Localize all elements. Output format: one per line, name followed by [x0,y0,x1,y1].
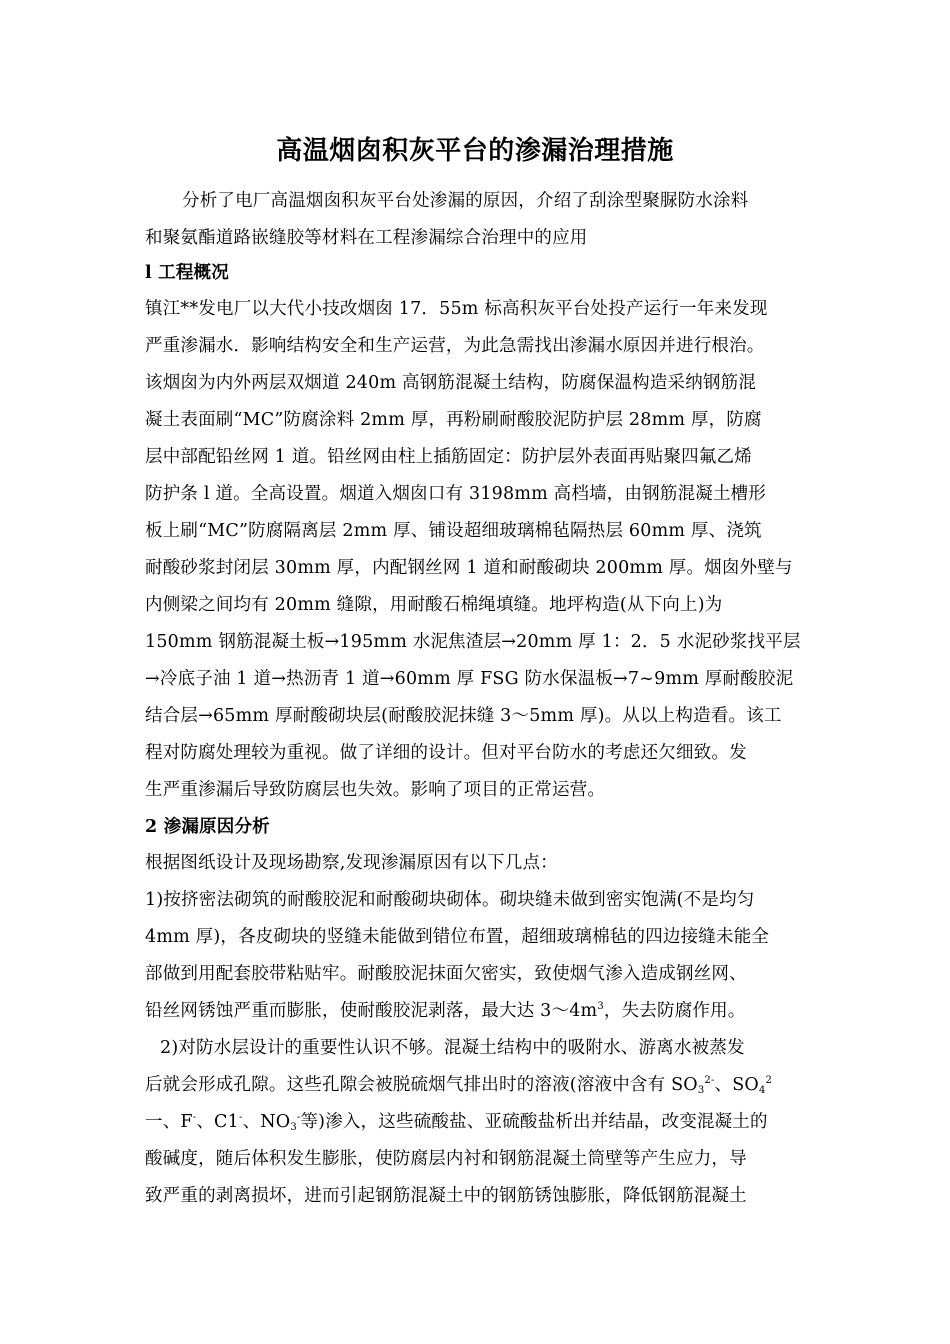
body-line [145,1070,835,1100]
text-run: 后就会形成孔隙。这些孔隙会被脱硫烟气排出时的溶液(溶液中含有 SO [145,1075,698,1095]
body-line: 生严重渗漏后导致防腐层也失效。影响了项目的正常运营。 [145,780,606,800]
body-line: 耐酸砂浆封闭层 30mm 厚，内配钢丝网 1 道和耐酸砌块 200mm 厚。烟囱外壁与 [145,558,793,578]
text-run: ，失去防腐作用。 [603,1001,746,1021]
superscript: - [296,1112,301,1123]
superscript: 2 [765,1075,773,1086]
superscript: 3 [597,1001,604,1012]
subscript: 3 [290,1122,297,1133]
text-run: 铅丝网锈蚀严重而膨胀，使耐酸胶泥剥落，最大达 3～4m [145,1001,598,1021]
text-run: 一、F [145,1112,193,1132]
subscript: 3 [697,1085,705,1096]
text-run: 、NO [242,1112,291,1132]
body-line: 2)对防水层设计的重要性认识不够。混凝土结构中的吸附水、游离水被蒸发 [160,1038,745,1058]
text-run: 等)渗入，这些硫酸盐、亚硫酸盐析出并结晶，改变混凝土的 [300,1112,768,1132]
abstract-line: 和聚氨酯道路嵌缝胶等材料在工程渗漏综合治理中的应用 [145,228,588,248]
body-line: 层中部配铅丝网 1 道。铅丝网由柱上插筋固定：防护层外表面再贴聚四氟乙烯 [145,447,752,467]
body-line [145,1107,835,1137]
body-line: 4mm 厚)，各皮砌块的竖缝未能做到错位布置，超细玻璃棉毡的四边接缝未能全 [145,927,770,947]
body-line [145,996,835,1026]
body-line: 部做到用配套胶带粘贴牢。耐酸胶泥抹面欠密实，致使烟气渗入造成钢丝网、 [145,964,747,984]
superscript: - [238,1112,243,1123]
text-run: 、SO [714,1075,759,1095]
body-line: 150mm 钢筋混凝土板→195mm 水泥焦渣层→20mm 厚 1：2．5 水泥砂浆找平层 [145,632,801,652]
body-line: 严重渗漏水．影响结构安全和生产运营，为此急需找出渗漏水原因并进行根治。 [145,336,765,356]
body-line: 内侧梁之间均有 20mm 缝隙，用耐酸石棉绳填缝。地坪构造(从下向上)为 [145,595,723,615]
body-line: 结合层→65mm 厚耐酸砌块层(耐酸胶泥抹缝 3～5mm 厚)。从以上构造看。该工 [145,706,782,726]
body-line: 该烟囱为内外两层双烟道 240m 高钢筋混凝土结构，防腐保温构造采纳钢筋混 [145,373,757,393]
subscript: 4 [758,1085,766,1096]
body-line: 防护条 l 道。全高设置。烟道入烟囱口有 3198mm 高档墙，由钢筋混凝土槽形 [145,484,767,504]
superscript: - [192,1112,197,1123]
text-run: 、C1 [196,1112,239,1132]
body-line: 板上刷“MC”防腐隔离层 2mm 厚、铺设超细玻璃棉毡隔热层 60mm 厚、浇筑 [145,521,762,541]
section-heading: 2 渗漏原因分析 [145,817,270,837]
body-line: 镇江**发电厂以大代小技改烟囱 17．55m 标高积灰平台处投产运行一年来发现 [145,299,768,319]
superscript: 2- [704,1075,715,1086]
section-heading: l 工程概况 [145,263,229,283]
body-line: 程对防腐处理较为重视。做了详细的设计。但对平台防水的考虑还欠细致。发 [145,743,747,763]
body-line: 1)按挤密法砌筑的耐酸胶泥和耐酸砌块砌体。砌块缝未做到密实饱满(不是均匀 [145,890,755,910]
document-title: 高温烟囱积灰平台的渗漏治理措施 [276,136,674,166]
body-line: →冷底子油 1 道→热沥青 1 道→60mm 厚 FSG 防水保温板→7~9mm 厚耐酸胶泥 [145,669,794,689]
body-line: 凝土表面刷“MC”防腐涂料 2mm 厚，再粉刷耐酸胶泥防护层 28mm 厚，防腐 [145,410,762,430]
body-line: 酸碱度，随后体积发生膨胀，使防腐层内衬和钢筋混凝土筒壁等产生应力，导 [145,1149,747,1169]
body-line: 致严重的剥离损坏，进而引起钢筋混凝土中的钢筋锈蚀膨胀，降低钢筋混凝土 [145,1186,747,1206]
abstract-line: 分析了电厂高温烟囱积灰平台处渗漏的原因，介绍了刮涂型聚脲防水涂料 [182,191,749,211]
body-line: 根据图纸设计及现场勘察,发现渗漏原因有以下几点： [145,853,558,873]
